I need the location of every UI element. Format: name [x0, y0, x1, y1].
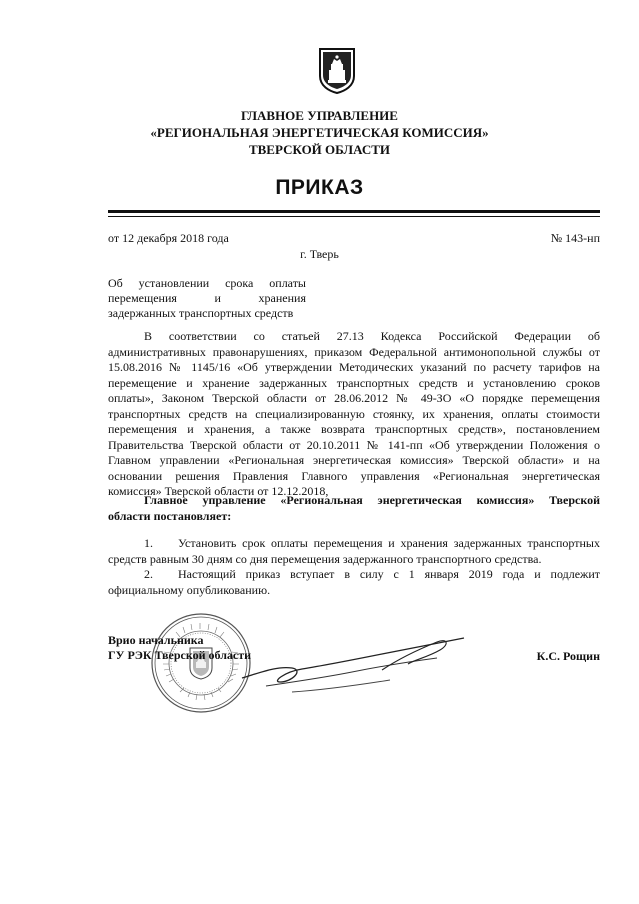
signatory-name: К.С. Рощин: [536, 649, 600, 663]
preamble-line: перемещение и хранение задержанных транспортных средств и установлению сроков: [108, 375, 600, 390]
resolution-clause: [108, 493, 600, 524]
preamble-line: перемещения и хранения, а также возврата транспортных средств», постановлением: [108, 422, 600, 436]
document-city: г. Тверь: [300, 247, 339, 261]
preamble-line: оплаты», Законом Тверской области от 28.06.2012 № 49-ЗО «О порядке перемещения: [108, 391, 600, 405]
tver-coat-of-arms-icon: [318, 46, 356, 94]
item-text: Установить срок оплаты перемещения и хранения задержанных транспортных: [178, 536, 600, 550]
signatory-position-line-1: Врио начальника: [108, 633, 204, 647]
order-item-1: [108, 536, 600, 552]
header-divider-thick: [108, 210, 600, 213]
item-number: 1.: [144, 536, 153, 550]
preamble-line: основании решения Правления Главного управления «Региональная энергетическая: [108, 468, 600, 483]
subject-line: Об установлении срока оплаты: [108, 276, 306, 290]
preamble-line: транспортных средств на специализированную стоянку, их хранения, оплаты стоимости: [108, 406, 600, 421]
item-text: Настоящий приказ вступает в силу с 1 января 2019 года и подлежит: [178, 567, 600, 581]
resolution-line: Главное управление «Региональная энергетическая комиссия» Тверской: [144, 493, 600, 507]
org-name-line-3: ТВЕРСКОЙ ОБЛАСТИ: [248, 142, 391, 157]
header-divider-thin: [108, 216, 600, 217]
document-title: ПРИКАЗ: [275, 176, 364, 199]
order-item-2-cont: официальному опубликованию.: [108, 582, 271, 597]
order-items: [108, 536, 600, 598]
order-item-1-cont: средств равным 30 дням со дня перемещения задержанного транспортного средства.: [108, 551, 542, 566]
document-subject: [108, 276, 306, 321]
org-name-line-1: ГЛАВНОЕ УПРАВЛЕНИЕ: [241, 108, 398, 123]
order-item-2: [108, 567, 600, 583]
document-number: № 143-нп: [550, 231, 600, 245]
signatory-position-line-2: ГУ РЭК Тверской области: [108, 648, 252, 662]
item-number: 2.: [144, 567, 153, 581]
signatory-position: [108, 633, 251, 663]
preamble-line: административных правонарушениях, приказом Федеральной антимонопольной службы от: [108, 344, 600, 359]
subject-line: перемещения и хранения: [108, 291, 306, 305]
preamble-line: В соответствии со статьей 27.13 Кодекса Российской Федерации об: [144, 329, 600, 343]
preamble-line: Главном управлении «Региональная энергетическая комиссия» Тверской области» и на: [108, 453, 600, 467]
preamble-line: комиссия» Тверской области от 12.12.2018,: [108, 484, 329, 498]
document-date: от 12 декабря 2018 года: [108, 231, 229, 245]
preamble-paragraph: [108, 329, 600, 500]
resolution-line: области постановляет:: [108, 508, 232, 523]
preamble-line: Правительства Тверской области от 20.10.2011 № 141-пп «Об утверждении Положения о: [108, 437, 600, 452]
preamble-line: 15.08.2016 № 1145/16 «Об утверждении Методических указаний по расчету тарифов на: [108, 360, 600, 374]
org-name-line-2: «РЕГИОНАЛЬНАЯ ЭНЕРГЕТИЧЕСКАЯ КОМИССИЯ»: [150, 125, 489, 140]
subject-line: задержанных транспортных средств: [108, 306, 294, 320]
handwritten-signature-icon: [232, 620, 472, 710]
